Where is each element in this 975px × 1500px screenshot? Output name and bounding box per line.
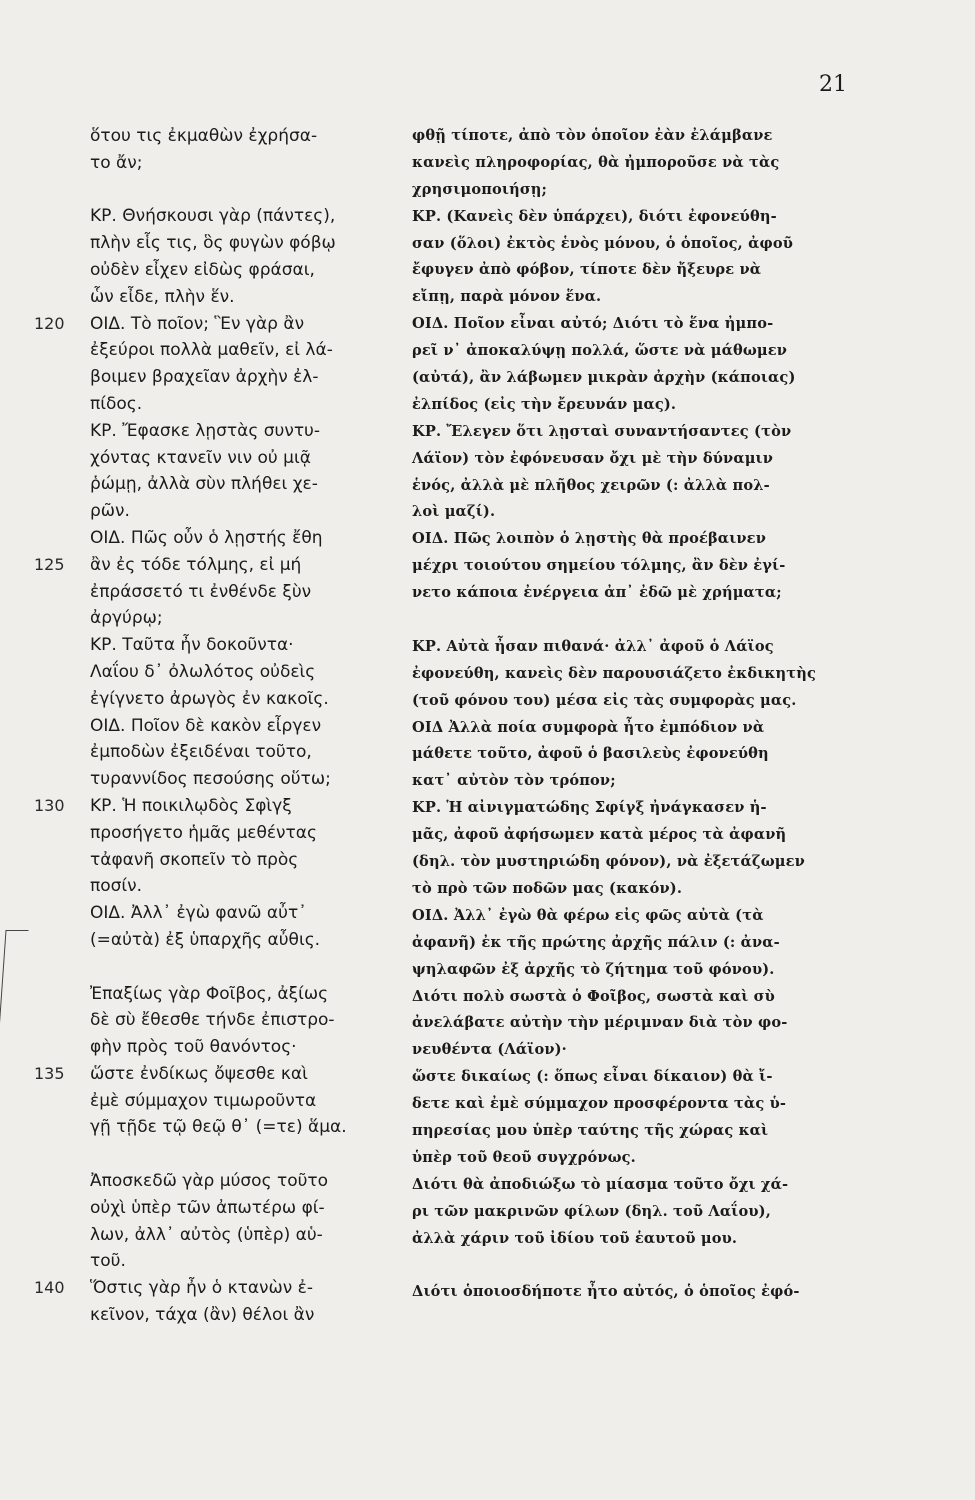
text-line [60, 659, 405, 686]
text-line [60, 847, 405, 874]
line-text: ΚΡ. Ἡ ποικιλῳδὸς Σφὶγξ [90, 795, 292, 816]
line-text: ΚΡ. Θνήσκουσι γὰρ (πάντες), [90, 206, 336, 227]
text-line [408, 446, 848, 473]
text-line [408, 123, 848, 150]
line-text: ΚΡ. Αὐτὰ ἦσαν πιθανά· ἀλλ᾽ ἀφοῦ ὁ Λάϊος [412, 637, 774, 655]
text-line [408, 741, 848, 768]
line-text: το ἄν; [90, 152, 143, 173]
line-text: ἐξεύροι πολλὰ μαθεῖν, εἰ λά- [90, 340, 333, 361]
line-text: νευθέντα (Λάϊον)· [412, 1041, 567, 1059]
line-text: ἀργύρῳ; [90, 608, 163, 629]
text-line [60, 873, 405, 900]
line-text: λοὶ μαζί). [412, 503, 496, 521]
modern-greek-translation-column [408, 123, 848, 1306]
text-line [408, 177, 848, 204]
line-text: ἀνελάβατε αὐτὴν τὴν μέριμναν διὰ τὸν φο- [412, 1014, 788, 1032]
text-line [34, 1061, 405, 1088]
line-text: ἐλπίδος (εἰς τὴν ἔρευνάν μας). [412, 395, 677, 413]
line-text: γῇ τῇδε τῷ θεῷ θ᾽ (=τε) ἅμα. [90, 1117, 347, 1138]
text-line [408, 903, 848, 930]
text-line [408, 257, 848, 284]
text-line [408, 365, 848, 392]
line-text: (δηλ. τὸν μυστηριώδη φόνον), νὰ ἐξετάζωμεν [412, 853, 805, 871]
line-text: ΟΙΔ. Πῶς λοιπὸν ὁ λῃστὴς θὰ προέβαινεν [412, 530, 766, 548]
line-text: Διότι ὁποιοσδήποτε ἦτο αὐτός, ὁ ὁποῖος ἐφό- [412, 1283, 800, 1301]
text-line [60, 471, 405, 498]
text-line [408, 553, 848, 580]
verse-line-number: 120 [34, 313, 65, 333]
line-text: Διότι θὰ ἀποδιώξω τὸ μίασμα τοῦτο ὄχι χά- [412, 1175, 789, 1193]
line-text: ΟΙΔ. Ποῖον δὲ κακὸν εἶργεν [90, 715, 322, 736]
line-text: κεῖνον, τάχα (ἂν) θέλοι ἂν [90, 1305, 315, 1326]
line-text: δετε καὶ ἐμὲ σύμμαχον προσφέροντα τὰς ὑ- [412, 1095, 787, 1113]
text-line [60, 579, 405, 606]
line-text: τοῦ. [90, 1251, 126, 1272]
text-line [60, 418, 405, 445]
line-text: βοιμεν βραχεῖαν ἀρχὴν ἐλ- [90, 367, 319, 388]
text-line [408, 1226, 848, 1253]
line-text: Ἐπαξίως γὰρ Φοῖβος, ἀξίως [90, 983, 329, 1004]
line-text: ὥστε ἐνδίκως ὄψεσθε καὶ [90, 1063, 308, 1084]
line-text: ΚΡ. Ἡ αἰνιγματώδης Σφίγξ ἠνάγκασεν ἡ- [412, 799, 767, 817]
handwritten-bracket-mark [0, 930, 29, 1031]
text-line [60, 1007, 405, 1034]
text-line [408, 204, 848, 231]
text-line [60, 525, 405, 552]
line-text: ΟΙΔ. Πῶς οὖν ὁ λῃστής ἔθη [90, 527, 323, 548]
line-text: ἐμὲ σύμμαχον τιμωροῦντα [90, 1090, 317, 1111]
text-line [408, 984, 848, 1011]
line-text: ἂν ἐς τόδε τόλμης, εἰ μή [90, 554, 302, 575]
line-text: ἐπράσσετό τι ἐνθένδε ξὺν [90, 581, 312, 602]
text-line [60, 1168, 405, 1195]
text-line [408, 822, 848, 849]
text-line [408, 795, 848, 822]
line-text: πίδος. [90, 393, 143, 414]
text-line [408, 1172, 848, 1199]
line-text: ρι τῶν μακρινῶν φίλων (δηλ. τοῦ Λαΐου), [412, 1202, 771, 1220]
line-text: λων, ἀλλ᾽ αὐτὸς (ὑπὲρ) αὑ- [90, 1224, 323, 1245]
line-text: ρῶν. [90, 501, 130, 522]
text-line [60, 364, 405, 391]
line-text: Λάϊον) τὸν ἐφόνευσαν ὄχι μὲ τὴν δύναμιν [412, 449, 774, 467]
text-line [60, 1088, 405, 1115]
line-text: κατ᾽ αὐτὸν τὸν τρόπον; [412, 772, 616, 790]
text-line [408, 580, 848, 607]
text-line [60, 1222, 405, 1249]
text-line [408, 1252, 848, 1279]
text-line [408, 607, 848, 634]
line-text: ὑπὲρ τοῦ θεοῦ συγχρόνως. [412, 1148, 636, 1166]
text-line [408, 1279, 848, 1306]
line-text: τὸ πρὸ τῶν ποδῶν μας (κακόν). [412, 879, 683, 897]
text-line [60, 954, 405, 981]
text-line [408, 1118, 848, 1145]
text-line [60, 900, 405, 927]
line-text: χόντας κτανεῖν νιν οὐ μιᾷ [90, 447, 311, 468]
text-line [408, 1145, 848, 1172]
text-line [408, 473, 848, 500]
text-line [60, 177, 405, 204]
text-line [60, 498, 405, 525]
line-text: οὐδὲν εἶχεν εἰδὼς φράσαι, [90, 259, 315, 280]
line-text: κανεὶς πληροφορίας, θὰ ἠμποροῦσε νὰ τὰς [412, 153, 780, 171]
text-line [60, 739, 405, 766]
line-text: προσήγετο ἡμᾶς μεθέντας [90, 822, 317, 843]
text-line [34, 793, 405, 820]
line-text: ΟΙΔ. Τὸ ποῖον; Ἓν γὰρ ἂν [90, 313, 305, 334]
line-text: ΟΙΔ. Ποῖον εἶναι αὐτό; Διότι τὸ ἕνα ἠμπο- [412, 315, 774, 333]
line-text: ΟΙΔ. Ἀλλ᾽ ἐγὼ φανῶ αὖτ᾽ [90, 903, 307, 924]
text-line [60, 391, 405, 418]
text-line [60, 820, 405, 847]
line-text: ὥστε δικαίως (: ὅπως εἶναι δίκαιον) θὰ ἴ- [412, 1068, 773, 1086]
text-line [60, 927, 405, 954]
line-text: οὐχὶ ὑπὲρ τῶν ἀπωτέρω φί- [90, 1197, 325, 1218]
verse-line-number: 135 [34, 1063, 65, 1083]
line-text: ΚΡ. (Κανεὶς δὲν ὑπάρχει), διότι ἐφονεύθη- [412, 207, 777, 225]
line-text: φὴν πρὸς τοῦ θανόντος· [90, 1037, 297, 1058]
text-line [60, 123, 405, 150]
text-line [60, 203, 405, 230]
text-line [60, 1195, 405, 1222]
text-line [34, 1275, 405, 1302]
line-text: ΚΡ. Ταῦτα ἦν δοκοῦντα· [90, 635, 294, 656]
line-text: ΟΙΔ Ἀλλὰ ποία συμφορὰ ἦτο ἐμπόδιον νὰ [412, 718, 765, 736]
text-line [60, 1302, 405, 1329]
ancient-greek-text-column [34, 123, 405, 1329]
line-text: τυραννίδος πεσούσης οὕτω; [90, 769, 331, 790]
text-line [408, 1010, 848, 1037]
line-text: τἀφανῆ σκοπεῖν τὸ πρὸς [90, 849, 299, 870]
line-text: ρεῖ ν᾽ ἀποκαλύψῃ πολλά, ὥστε νὰ μάθωμεν [412, 342, 788, 360]
text-line [60, 632, 405, 659]
text-line [408, 392, 848, 419]
text-line [408, 231, 848, 258]
text-line [60, 1034, 405, 1061]
line-text: πλὴν εἷς τις, ὃς φυγὼν φόβῳ [90, 233, 336, 254]
line-text: ἀλλὰ χάριν τοῦ ἰδίου τοῦ ἑαυτοῦ μου. [412, 1229, 738, 1247]
text-line [408, 849, 848, 876]
line-text: Διότι πολὺ σωστὰ ὁ Φοῖβος, σωστὰ καὶ σὺ [412, 987, 775, 1005]
text-line [34, 311, 405, 338]
text-line [408, 1091, 848, 1118]
text-line [34, 552, 405, 579]
line-text: ἑνός, ἀλλὰ μὲ πλῆθος χειρῶν (: ἀλλὰ πολ- [412, 476, 770, 494]
line-text: φθῇ τίποτε, ἀπὸ τὸν ὁποῖον ἐὰν ἐλάμβανε [412, 127, 773, 144]
text-line [60, 257, 405, 284]
text-line [60, 766, 405, 793]
line-text: ΟΙΔ. Ἀλλ᾽ ἐγὼ θὰ φέρω εἰς φῶς αὐτὰ (τὰ [412, 906, 764, 924]
line-text: ὧν εἶδε, πλὴν ἕν. [90, 286, 235, 307]
verse-line-number: 140 [34, 1278, 65, 1298]
text-line [408, 634, 848, 661]
text-line [60, 1114, 405, 1141]
text-line [408, 284, 848, 311]
verse-line-number: 130 [34, 795, 65, 815]
line-text: ὅτου τις ἐκμαθὼν ἐχρήσα- [90, 126, 318, 146]
line-text: σαν (ὅλοι) ἐκτὸς ἑνὸς μόνου, ὁ ὁποῖος, ἀφοῦ [412, 234, 793, 252]
text-line [408, 1037, 848, 1064]
text-line [408, 150, 848, 177]
line-text: Ἀποσκεδῶ γὰρ μύσος τοῦτο [90, 1171, 329, 1192]
line-text: μέχρι τοιούτου σημείου τόλμης, ἂν δὲν ἐγί- [412, 557, 786, 575]
text-line [60, 981, 405, 1008]
text-line [60, 445, 405, 472]
line-text: ἔφυγεν ἀπὸ φόβον, τίποτε δὲν ἤξευρε νὰ [412, 261, 762, 279]
line-text: ποσίν. [90, 876, 143, 897]
text-line [60, 284, 405, 311]
line-text: ΚΡ. Ἔφασκε λῃστὰς συντυ- [90, 420, 321, 441]
line-text: (τοῦ φόνου του) μέσα εἰς τὰς συμφορὰς μας. [412, 691, 797, 709]
text-line [408, 1064, 848, 1091]
line-text: (αὐτά), ἂν λάβωμεν μικρὰν ἀρχὴν (κάποιας) [412, 369, 796, 387]
text-line [408, 688, 848, 715]
text-line [60, 605, 405, 632]
text-line [408, 930, 848, 957]
text-line [408, 715, 848, 742]
line-text: μᾶς, ἀφοῦ ἀφήσωμεν κατὰ μέρος τὰ ἀφανῆ [412, 826, 787, 844]
line-text: (=αὐτὰ) ἐξ ὑπαρχῆς αὖθις. [90, 929, 321, 950]
text-line [60, 230, 405, 257]
text-line [60, 1248, 405, 1275]
line-text: ἐμποδὼν ἐξειδέναι τοῦτο, [90, 742, 312, 763]
line-text: μάθετε τοῦτο, ἀφοῦ ὁ βασιλεὺς ἐφονεύθη [412, 745, 769, 763]
text-line [60, 1141, 405, 1168]
line-text: ψηλαφῶν ἐξ ἀρχῆς τὸ ζήτημα τοῦ φόνου). [412, 960, 775, 978]
text-line [408, 419, 848, 446]
text-line [60, 337, 405, 364]
verse-line-number: 125 [34, 554, 65, 574]
text-line [60, 713, 405, 740]
line-text: ΚΡ. Ἔλεγεν ὅτι λῃσταὶ συναντήσαντες (τὸν [412, 422, 792, 440]
line-text: ἐγίγνετο ἀρωγὸς ἐν κακοῖς. [90, 688, 329, 709]
text-line [60, 150, 405, 177]
text-line [408, 876, 848, 903]
line-text: ἐφονεύθη, κανεὶς δὲν παρουσιάζετο ἐκδικητὴς [412, 664, 817, 682]
text-line [408, 661, 848, 688]
text-line [408, 311, 848, 338]
line-text: δὲ σὺ ἔθεσθε τήνδε ἐπιστρο- [90, 1010, 335, 1031]
text-line [408, 1199, 848, 1226]
page-number: 21 [819, 72, 847, 97]
line-text: Λαΐου δ᾽ ὀλωλότος οὐδεὶς [90, 661, 316, 682]
text-line [408, 957, 848, 984]
text-line [408, 526, 848, 553]
text-line [408, 768, 848, 795]
line-text: εἴπῃ, παρὰ μόνον ἕνα. [412, 288, 602, 306]
text-line [60, 686, 405, 713]
text-line [408, 499, 848, 526]
line-text: ἀφανῆ) ἐκ τῆς πρώτης ἀρχῆς πάλιν (: ἀνα- [412, 933, 780, 951]
line-text: χρησιμοποιήσῃ; [412, 180, 548, 198]
line-text: Ὅστις γὰρ ἦν ὁ κτανὼν ἐ- [90, 1278, 313, 1299]
text-line [408, 338, 848, 365]
line-text: νετο κάποια ἐνέργεια ἀπ᾽ ἐδῶ μὲ χρήματα; [412, 584, 782, 602]
line-text: ῥώμῃ, ἀλλὰ σὺν πλήθει χε- [90, 474, 318, 495]
line-text: πηρεσίας μου ὑπὲρ ταύτης τῆς χώρας καὶ [412, 1121, 769, 1139]
